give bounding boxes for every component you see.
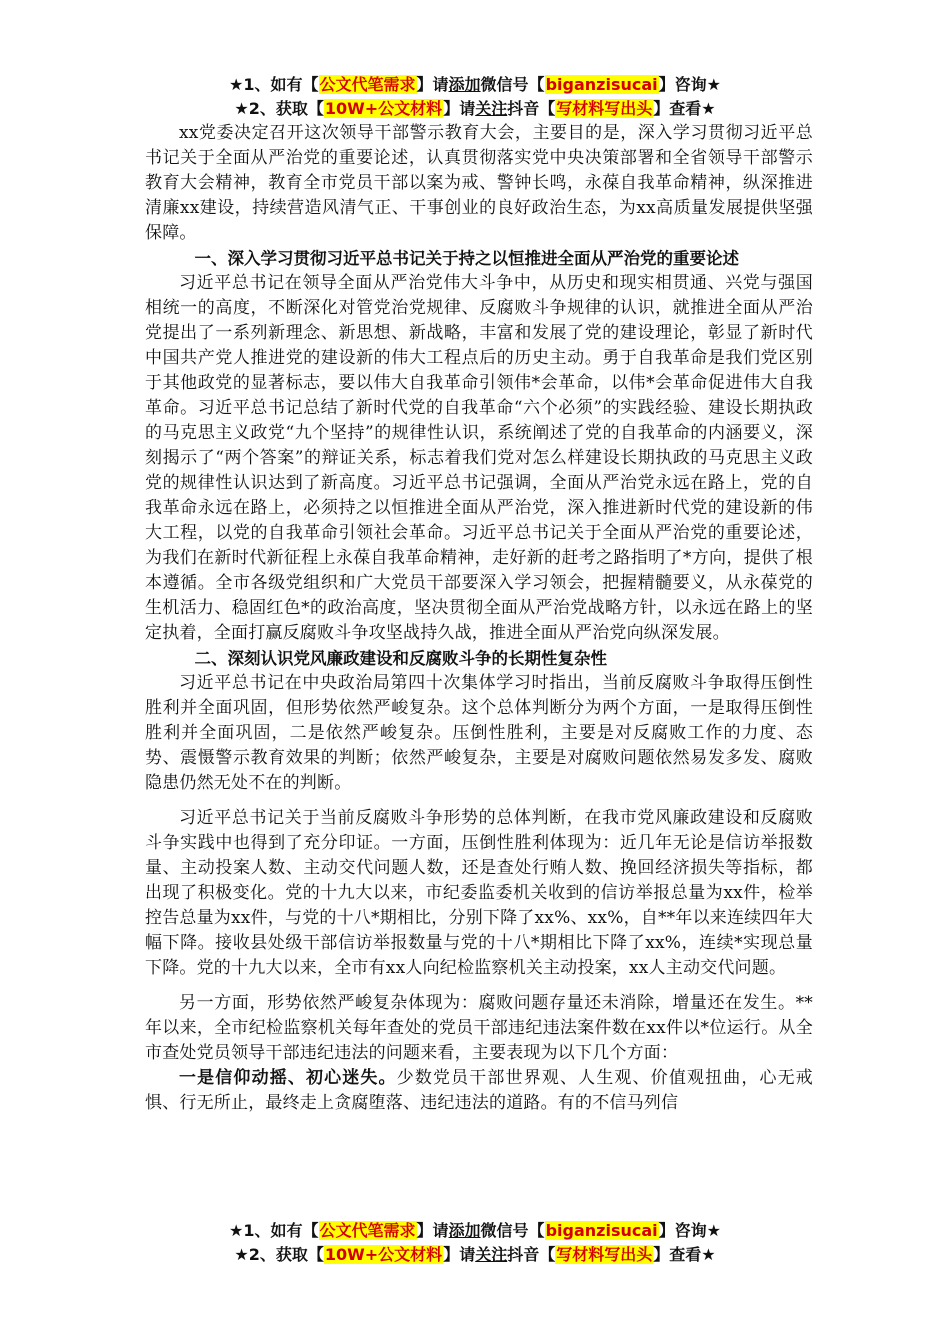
banner-highlight-douyin: 写材料写出头: [556, 99, 653, 118]
banner-text: ★1、如有【: [229, 1221, 319, 1240]
banner-text: 】查看★: [653, 99, 716, 118]
banner-text: ★2、获取【: [234, 1245, 324, 1264]
banner-highlight: 公文代笔需求: [319, 75, 416, 94]
banner-underline: 添加: [448, 1221, 481, 1240]
promo-banner-bottom-line1: [0, 1220, 950, 1242]
promo-banner-top-line1: [0, 74, 950, 96]
paragraph-text: 少数党员干部世界观、人生观、价值观扭曲，心无戒惧、行无所止，最终走上贪腐堕落、违纪违法的道路。有的不信马列信: [145, 1068, 813, 1113]
banner-text: 】请: [416, 75, 449, 94]
paragraph-lead: 一是信仰动摇、初心迷失。: [179, 1068, 397, 1088]
banner-text: 】请: [443, 99, 476, 118]
promo-banner-bottom-line2: [0, 1244, 950, 1266]
paragraph-section-2-c: 另一方面，形势依然严峻复杂体现为：腐败问题存量还未消除，增量还在发生。**年以来，全市纪检监察机关每年查处的党员干部违纪违法案件数在xx件以*位运行。从全市查处党员领导干部违纪违法的问题来看，主要表现为以下几个方面：: [145, 993, 813, 1063]
banner-text: ★2、获取【: [234, 99, 324, 118]
banner-text: 微信号【: [480, 75, 545, 94]
document-body: [145, 121, 813, 1116]
banner-text: 】咨询★: [658, 75, 721, 94]
banner-text: 】请: [416, 1221, 449, 1240]
banner-text: 】请: [443, 1245, 476, 1264]
banner-text: 】咨询★: [658, 1221, 721, 1240]
heading-section-2: 二、深刻认识党风廉政建设和反腐败斗争的长期性复杂性: [194, 649, 607, 668]
paragraph-intro: xx党委决定召开这次领导干部警示教育大会，主要目的是，深入学习贯彻习近平总书记关于全面从严治党的重要论述，认真贯彻落实党中央决策部署和全省领导干部警示教育大会精神，教育全市党员干部以案为戒、警钟长鸣，永葆自我革命精神，纵深推进清廉xx建设，持续营造风清气正、干事创业的良好政治生态，为xx高质量发展提供坚强保障。: [145, 123, 813, 243]
banner-highlight: 公文代笔需求: [319, 1221, 416, 1240]
banner-text: 抖音【: [507, 99, 556, 118]
banner-highlight-wechat: biganzisucai: [545, 1221, 658, 1240]
banner-underline: 添加: [448, 75, 481, 94]
banner-text: ★1、如有【: [229, 75, 319, 94]
banner-text: 抖音【: [507, 1245, 556, 1264]
banner-text: 】查看★: [653, 1245, 716, 1264]
banner-highlight-douyin: 写材料写出头: [556, 1245, 653, 1264]
paragraph-section-2-b: 习近平总书记关于当前反腐败斗争形势的总体判断，在我市党风廉政建设和反腐败斗争实践中也得到了充分印证。一方面，压倒性胜利体现为：近几年无论是信访举报数量、主动投案人数、主动交代问题人数，还是查处行贿人数、挽回经济损失等指标，都出现了积极变化。党的十九大以来，市纪委监委机关收到的信访举报总量为xx件，检举控告总量为xx件，与党的十八*期相比，分别下降了xx%、xx%，自**年以来连续四年大幅下降。接收县处级干部信访举报数量与党的十八*期相比下降了xx%，连续*实现总量下降。党的十九大以来，全市有xx人向纪检监察机关主动投案，xx人主动交代问题。: [145, 808, 813, 978]
heading-section-1: 一、深入学习贯彻习近平总书记关于持之以恒推进全面从严治党的重要论述: [194, 249, 739, 268]
paragraph-section-2-a: 习近平总书记在中央政治局第四十次集体学习时指出，当前反腐败斗争取得压倒性胜利并全面巩固，但形势依然严峻复杂。这个总体判断分为两个方面，一是取得压倒性胜利并全面巩固，二是依然严峻复杂。压倒性胜利，主要是对反腐败工作的力度、态势、震慑警示教育效果的判断；依然严峻复杂，主要是对腐败问题依然易发多发、腐败隐患仍然无处不在的判断。: [145, 673, 813, 793]
banner-highlight: 10W+公文材料: [324, 1245, 443, 1264]
banner-highlight: 10W+公文材料: [324, 99, 443, 118]
banner-underline: 关注: [475, 1245, 508, 1264]
paragraph-section-2-d: [145, 1066, 813, 1116]
banner-underline: 关注: [475, 99, 508, 118]
promo-banner-top-line2: [0, 98, 950, 120]
banner-highlight-wechat: biganzisucai: [545, 75, 658, 94]
paragraph-section-1: 习近平总书记在领导全面从严治党伟大斗争中，从历史和现实相贯通、兴党与强国相统一的高度，不断深化对管党治党规律、反腐败斗争规律的认识，就推进全面从严治党提出了一系列新理念、新思想、新战略，丰富和发展了党的建设理论，彰显了新时代中国共产党人推进党的建设新的伟大工程点后的历史主动。勇于自我革命是我们党区别于其他政党的显著标志，要以伟大自我革命引领伟*会革命，以伟*会革命促进伟大自我革命。习近平总书记总结了新时代党的自我革命“六个必须”的实践经验、建设长期执政的马克思主义政党“九个坚持”的规律性认识，系统阐述了党的自我革命的内涵要义，深刻揭示了“两个答案”的辩证关系，标志着我们党对怎么样建设长期执政的马克思主义政党的规律性认识达到了新高度。习近平总书记强调，全面从严治党永远在路上，党的自我革命永远在路上，必须持之以恒推进全面从严治党，深入推进新时代党的建设新的伟大工程，以党的自我革命引领社会革命。习近平总书记关于全面从严治党的重要论述，为我们在新时代新征程上永葆自我革命精神，走好新的赶考之路指明了*方向，提供了根本遵循。全市各级党组织和广大党员干部要深入学习领会，把握精髓要义，从永葆党的生机活力、稳固红色*的政治高度，坚决贯彻全面从严治党战略方针，以永远在路上的坚定执着，全面打赢反腐败斗争攻坚战持久战，推进全面从严治党向纵深发展。: [145, 273, 813, 643]
banner-text: 微信号【: [480, 1221, 545, 1240]
